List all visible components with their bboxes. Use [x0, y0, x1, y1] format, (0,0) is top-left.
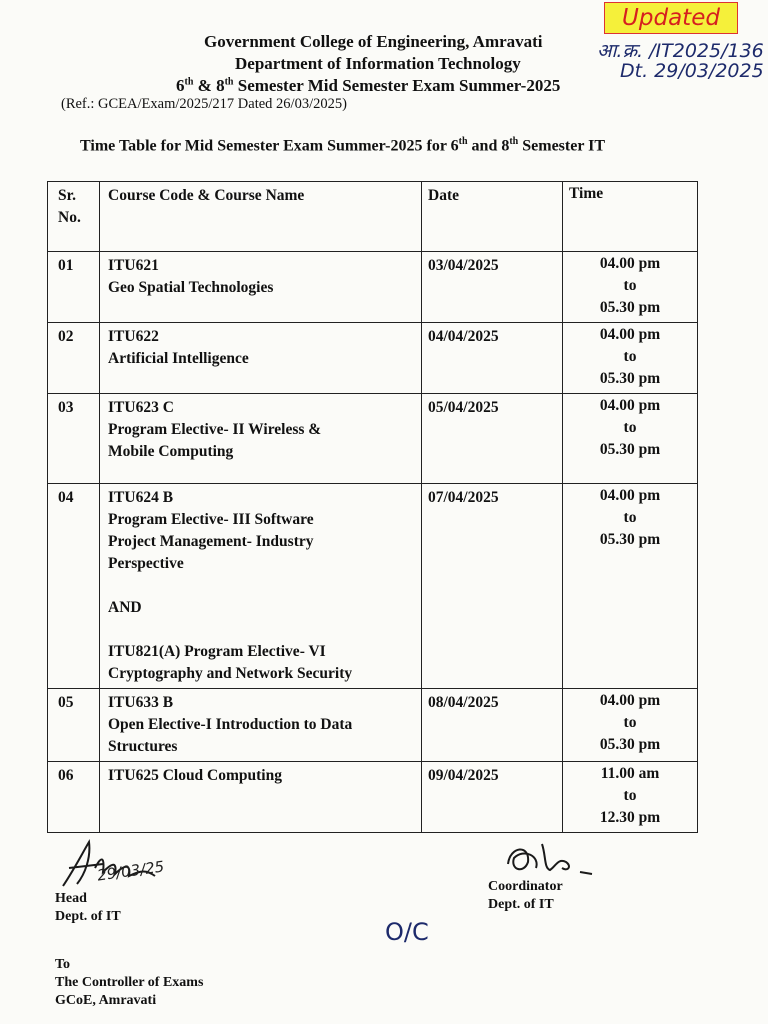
recipient-place: GCoE, Amravati	[55, 993, 157, 1008]
time-line: to	[623, 419, 637, 436]
exam-timetable	[47, 181, 698, 833]
cell-date: 03/04/2025	[422, 252, 563, 323]
course-line: ITU625 Cloud Computing	[108, 767, 282, 784]
time-line: 04.00 pm	[599, 255, 661, 272]
title-pre: Time Table for Mid Semester Exam Summer-2025 for 6	[80, 137, 459, 155]
time-line: 04.00 pm	[599, 692, 661, 709]
cell-date: 07/04/2025	[422, 484, 563, 689]
cell-sr-no: 01	[48, 252, 100, 323]
time-line: to	[623, 509, 637, 526]
title-mid: and 8	[467, 137, 510, 155]
cell-time	[563, 394, 698, 484]
course-line: Artificial Intelligence	[108, 350, 249, 367]
table-header-row	[48, 182, 698, 252]
exam-sem2: 8	[216, 76, 225, 95]
cell-time	[563, 252, 698, 323]
time-line: to	[623, 714, 637, 731]
reference-line: (Ref.: GCEA/Exam/2025/217 Dated 26/03/2025)	[61, 96, 347, 112]
time-line: 05.30 pm	[599, 299, 661, 316]
cell-time	[563, 689, 698, 762]
head-signature-block	[55, 890, 121, 926]
course-line: ITU624 B	[108, 489, 174, 506]
cell-date: 09/04/2025	[422, 762, 563, 833]
time-line: 05.30 pm	[599, 736, 661, 753]
course-line	[108, 619, 415, 641]
course-line: Program Elective- II Wireless &	[108, 421, 322, 438]
cell-course	[100, 484, 422, 689]
timetable-body	[48, 252, 698, 833]
course-line: Structures	[108, 738, 178, 755]
table-row	[48, 484, 698, 689]
cell-date: 08/04/2025	[422, 689, 563, 762]
table-row	[48, 394, 698, 484]
college-name: Government College of Engineering, Amravati	[204, 32, 543, 51]
timetable-title: Time Table for Mid Semester Exam Summer-2025 for 6th and 8th Semester IT	[80, 136, 606, 155]
cell-course	[100, 394, 422, 484]
cell-course	[100, 762, 422, 833]
cell-course	[100, 252, 422, 323]
course-line: ITU633 B	[108, 694, 174, 711]
course-line: Cryptography and Network Security	[108, 665, 353, 682]
course-line: ITU821(A) Program Elective- VI	[108, 643, 326, 660]
handwritten-ref-number: आ.क्र. /IT2025/136	[597, 40, 764, 62]
handwritten-oc-mark: O/C	[385, 918, 429, 946]
header-course: Course Code & Course Name	[100, 182, 422, 252]
course-line: ITU621	[108, 257, 159, 274]
cell-time	[563, 484, 698, 689]
coordinator-dept: Dept. of IT	[488, 897, 554, 912]
table-row	[48, 762, 698, 833]
time-line: 12.30 pm	[599, 809, 661, 826]
exam-sem1: 6	[176, 76, 185, 95]
course-line: Program Elective- III Software	[108, 511, 314, 528]
course-line: Open Elective-I Introduction to Data	[108, 716, 353, 733]
exam-rest: Semester Mid Semester Exam Summer-2025	[233, 76, 561, 95]
time-line: to	[623, 348, 637, 365]
head-sign-date: 29/03/25	[96, 857, 166, 885]
cell-sr-no: 06	[48, 762, 100, 833]
time-line: 05.30 pm	[599, 370, 661, 387]
cell-date: 04/04/2025	[422, 323, 563, 394]
head-dept: Dept. of IT	[55, 909, 121, 924]
time-line: 05.30 pm	[599, 441, 661, 458]
cell-course	[100, 689, 422, 762]
time-line: to	[623, 277, 637, 294]
cell-time	[563, 762, 698, 833]
recipient-block	[55, 956, 203, 1010]
header-time: Time	[563, 182, 698, 252]
table-row	[48, 689, 698, 762]
header-date: Date	[422, 182, 563, 252]
recipient-to: To	[55, 957, 71, 972]
time-line: 05.30 pm	[599, 531, 661, 548]
header-sr-line1: Sr.	[58, 187, 76, 204]
table-row	[48, 323, 698, 394]
header-sr-no	[48, 182, 100, 252]
time-line: 04.00 pm	[599, 326, 661, 343]
header-sr-line2: No.	[58, 209, 81, 226]
recipient-name: The Controller of Exams	[55, 975, 204, 990]
cell-sr-no: 05	[48, 689, 100, 762]
updated-stamp: Updated	[604, 2, 738, 34]
course-line: AND	[108, 599, 142, 616]
course-line: Project Management- Industry	[108, 533, 314, 550]
course-line: Mobile Computing	[108, 443, 234, 460]
table-row	[48, 252, 698, 323]
handwritten-ref-date: Dt. 29/03/2025	[620, 60, 764, 82]
head-title: Head	[55, 891, 87, 906]
course-line: ITU622	[108, 328, 159, 345]
coordinator-title: Coordinator	[488, 879, 563, 894]
cell-sr-no: 04	[48, 484, 100, 689]
cell-sr-no: 02	[48, 323, 100, 394]
cell-sr-no: 03	[48, 394, 100, 484]
time-line: 04.00 pm	[599, 487, 661, 504]
time-line: to	[623, 787, 637, 804]
time-line: 11.00 am	[600, 765, 660, 782]
cell-time	[563, 323, 698, 394]
course-line: Geo Spatial Technologies	[108, 279, 274, 296]
time-line: 04.00 pm	[599, 397, 661, 414]
exam-heading: 6th & 8th Semester Mid Semester Exam Summer-2025	[176, 76, 561, 95]
course-line: ITU623 C	[108, 399, 174, 416]
title-post: Semester IT	[518, 137, 606, 155]
department-name: Department of Information Technology	[235, 54, 521, 73]
course-line: Perspective	[108, 555, 184, 572]
cell-date: 05/04/2025	[422, 394, 563, 484]
cell-course	[100, 323, 422, 394]
course-line	[108, 575, 415, 597]
coordinator-signature-block	[488, 878, 563, 914]
